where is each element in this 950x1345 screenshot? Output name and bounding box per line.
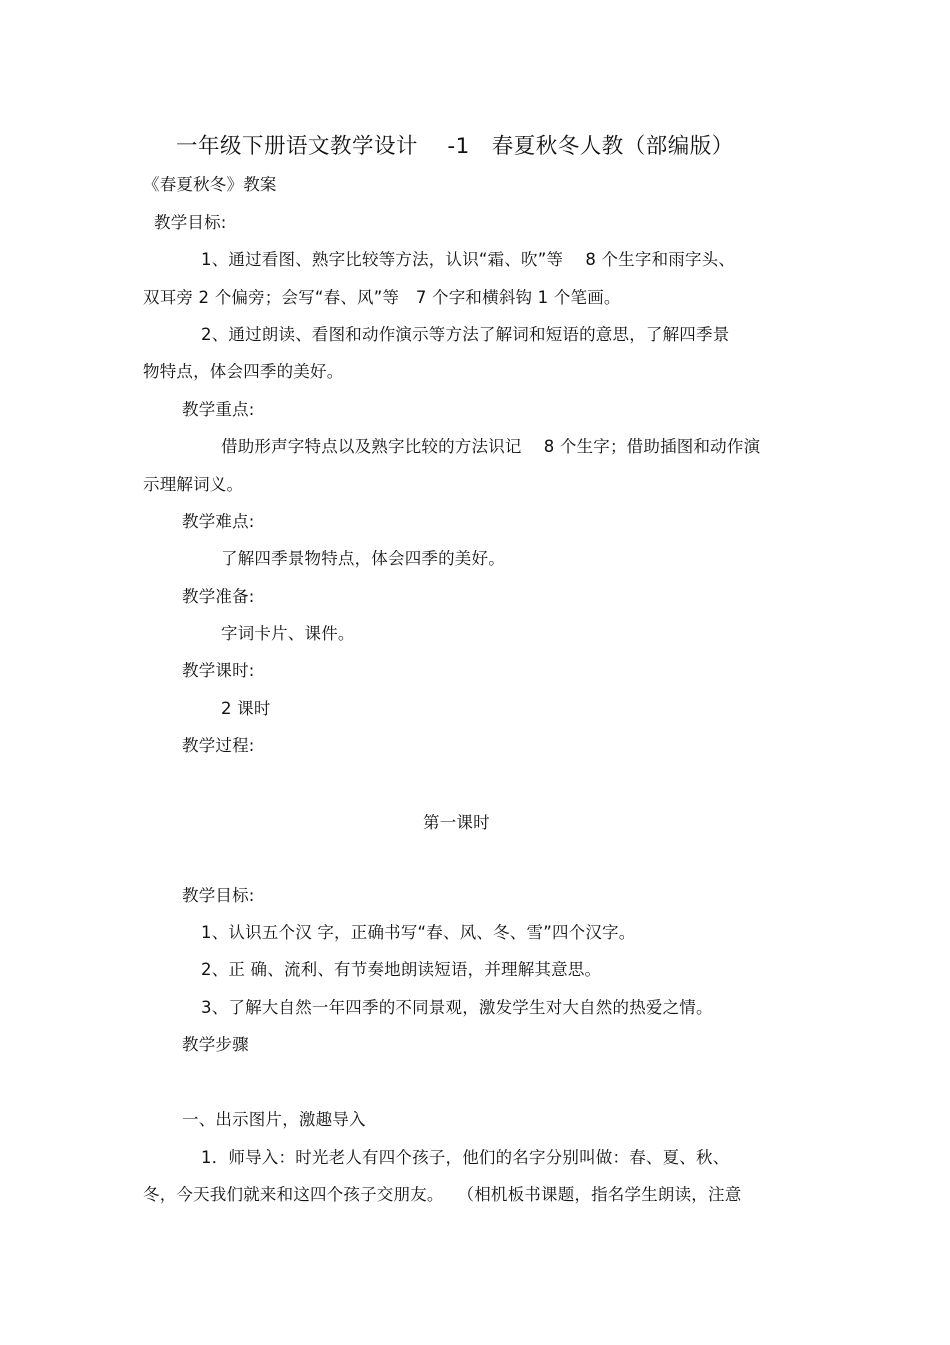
key-points-heading: 教学重点: xyxy=(182,400,255,419)
objective-2-line-2: 物特点，体会四季的美好。 xyxy=(143,362,344,381)
step-1-item-1-line-1: 1．师导入：时光老人有四个孩子，他们的名字分别叫做：春、夏、秋、 xyxy=(201,1148,730,1167)
hours-heading: 教学课时: xyxy=(182,661,255,680)
lesson-1-objective-1: 1、认识五个汉 字，正确书写“春、风、冬、雪”四个汉字。 xyxy=(201,923,636,942)
lesson-1-title: 第一课时 xyxy=(423,813,490,832)
objective-2-line-1: 2、通过朗读、看图和动作演示等方法了解词和短语的意思，了解四季景 xyxy=(201,325,730,344)
objective-1-line-1: 1、通过看图、熟字比较等方法，认识“霜、吹”等 8 个生字和雨字头、 xyxy=(201,250,736,269)
step-1-item-1-line-2: 冬，今天我们就来和这四个孩子交朋友。 （相机板书课题，指名学生朗读，注意 xyxy=(143,1185,742,1204)
preparation-heading: 教学准备: xyxy=(182,587,255,606)
lesson-1-objective-3: 3、了解大自然一年四季的不同景观，激发学生对大自然的热爱之情。 xyxy=(201,998,713,1017)
hours-text: 2 课时 xyxy=(221,699,271,718)
process-heading: 教学过程: xyxy=(182,736,255,755)
objectives-heading: 教学目标: xyxy=(154,213,227,232)
key-points-line-1: 借助形声字特点以及熟字比较的方法识记 8 个生字；借助插图和动作演 xyxy=(221,437,761,456)
lesson-1-objectives-heading: 教学目标: xyxy=(182,886,255,905)
difficulties-text: 了解四季景物特点，体会四季的美好。 xyxy=(221,549,505,568)
lesson-1-steps-heading: 教学步骤 xyxy=(182,1035,249,1054)
key-points-line-2: 示理解词义。 xyxy=(143,475,244,494)
objective-1-line-2: 双耳旁 2 个偏旁；会写“春、风”等 7 个字和横斜钩 1 个笔画。 xyxy=(143,288,621,307)
lesson-1-objective-2: 2、正 确、流利、有节奏地朗读短语，并理解其意思。 xyxy=(201,960,602,979)
lesson-plan-subtitle: 《春夏秋冬》教案 xyxy=(143,175,277,194)
document-title: 一年级下册语文教学设计 -1 春夏秋冬人教（部编版） xyxy=(176,134,734,159)
step-1-heading: 一、出示图片，激趣导入 xyxy=(182,1110,366,1129)
preparation-text: 字词卡片、课件。 xyxy=(221,624,355,643)
difficulties-heading: 教学难点: xyxy=(182,512,255,531)
